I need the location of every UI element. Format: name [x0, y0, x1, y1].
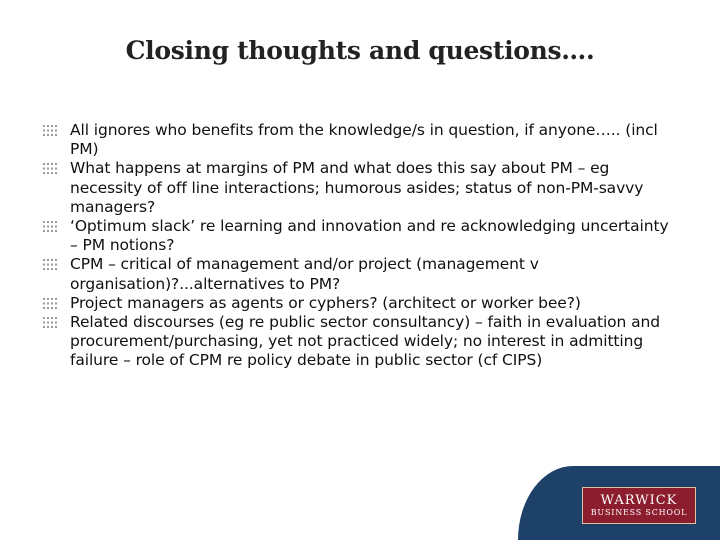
bullet-item	[40, 159, 680, 217]
slide-title: Closing thoughts and questions….	[125, 36, 595, 65]
bullet-text: All ignores who benefits from the knowledge/s in question, if anyone….. (incl PM)	[70, 121, 658, 159]
dotted-grid-bullet-icon	[43, 125, 57, 136]
bullet-text: Project managers as agents or cyphers? (architect or worker bee?)	[70, 293, 581, 312]
dotted-grid-bullet-icon	[43, 259, 57, 270]
bullet-list	[40, 121, 680, 371]
dotted-grid-bullet-icon	[43, 298, 57, 309]
bullet-item	[40, 313, 680, 371]
dotted-grid-bullet-icon	[43, 163, 57, 174]
dotted-grid-bullet-icon	[43, 221, 57, 232]
logo-line-warwick: WARWICK	[600, 493, 678, 508]
bullet-item	[40, 217, 680, 255]
bullet-item	[40, 255, 680, 293]
bullet-item	[40, 294, 680, 313]
bullet-item	[40, 121, 680, 159]
warwick-business-school-logo	[582, 487, 696, 524]
dotted-grid-bullet-icon	[43, 317, 57, 328]
bullet-text: Related discourses (eg re public sector consultancy) – faith in evaluation and procurement/purchasing, yet not practiced widely; no interest in admitting failure – role of CPM re policy debate in public sector (cf CIPS)	[70, 313, 660, 370]
bullet-text: ‘Optimum slack’ re learning and innovation and re acknowledging uncertainty – PM notions?	[70, 217, 669, 255]
bullet-text: What happens at margins of PM and what does this say about PM – eg necessity of off line interactions; humorous asides; status of non-PM-savvy managers?	[70, 159, 644, 216]
bullet-text: CPM – critical of management and/or project (management v organisation)?...alternatives to PM?	[70, 255, 539, 293]
logo-line-business-school: BUSINESS SCHOOL	[590, 508, 688, 517]
